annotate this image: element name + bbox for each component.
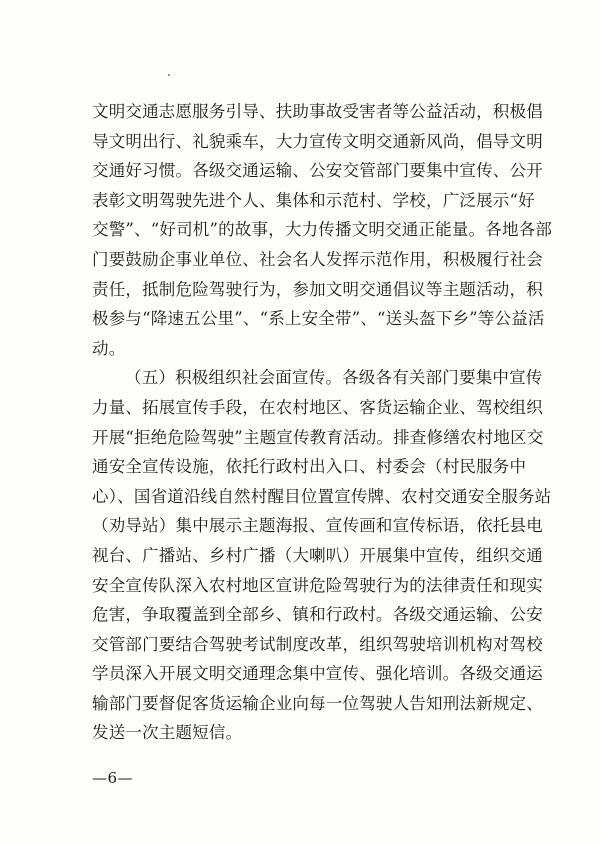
paragraph-2 — [92, 363, 552, 748]
text-line: （五）积极组织社会面宣传。各级各有关部门要集中宣传 — [125, 368, 543, 388]
text-line: 极参与“降速五公里”、“系上安全带”、“送头盔下乡”等公益活 — [92, 309, 545, 329]
text-line: 交通好习惯。各级交通运输、公安交管部门要集中宣传、公开 — [92, 161, 543, 181]
text-line: （劝导站）集中展示主题海报、宣传画和宣传标语，依托县电 — [92, 516, 543, 536]
text-line: 动。 — [92, 338, 126, 358]
text-line: 危害，争取覆盖到全部乡、镇和行政村。各级交通运输、公安 — [92, 605, 543, 625]
text-line: 开展“拒绝危险驾驶”主题宣传教育活动。排查修缮农村地区交 — [92, 427, 544, 447]
text-line: 通安全宣传设施，依托行政村出入口、村委会（村民服务中 — [92, 457, 527, 477]
text-line: 安全宣传队深入农村地区宣讲危险驾驶行为的法律责任和现实 — [92, 575, 543, 595]
text-line: 视台、广播站、乡村广播（大喇叭）开展集中宣传，组织交通 — [92, 545, 543, 565]
text-line: 心）、国省道沿线自然村醒目位置宣传牌、农村交通安全服务站 — [92, 486, 552, 506]
text-line: 表彰文明驾驶先进个人、集体和示范村、学校，广泛展示“好 — [92, 190, 535, 210]
paragraph-1 — [92, 97, 553, 363]
page-number: —6— — [92, 769, 134, 787]
text-line: 导文明出行、礼貌乘车，大力宣传文明交通新风尚，倡导文明 — [92, 131, 543, 151]
text-line: 责任，抵制危险驾驶行为，参加文明交通倡议等主题活动，积 — [92, 279, 543, 299]
text-line: 学员深入开展文明交通理念集中宣传、强化培训。各级交通运 — [92, 664, 543, 684]
text-line: 力量、拓展宣传手段，在农村地区、客货运输企业、驾校组织 — [92, 397, 543, 417]
text-line: 交管部门要结合驾驶考试制度改革，组织驾驶培训机构对驾校 — [92, 634, 543, 654]
text-line: 文明交通志愿服务引导、扶助事故受害者等公益活动，积极倡 — [92, 102, 543, 121]
text-line: 发送一次主题短信。 — [92, 723, 243, 743]
text-line: 门要鼓励企事业单位、社会名人发挥示范作用，积极履行社会 — [92, 249, 543, 269]
text-line: 交警”、“好司机”的故事，大力传播文明交通正能量。各地各部 — [92, 220, 553, 240]
scan-speck — [168, 74, 170, 76]
text-line: 输部门要督促客货运输企业向每一位驾驶人告知刑法新规定、 — [92, 693, 543, 713]
body-text — [92, 97, 553, 748]
